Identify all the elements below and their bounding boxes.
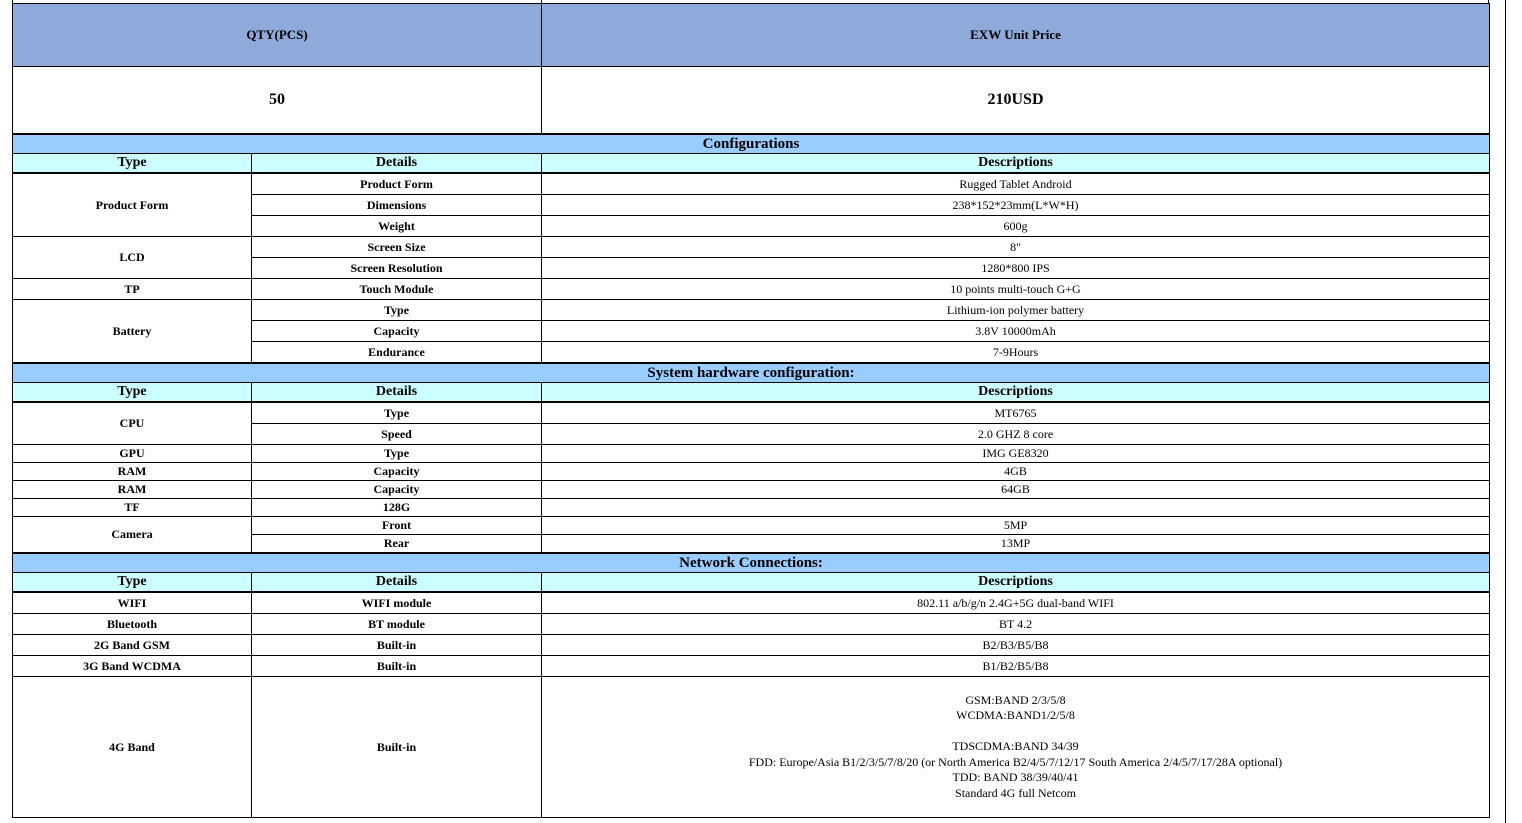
section-header	[13, 553, 1490, 573]
band-line: TDSCDMA:BAND 34/39	[952, 739, 1079, 754]
desc-cell: IMG GE8320	[542, 445, 1490, 463]
desc-cell: 4GB	[542, 463, 1490, 481]
desc-cell	[542, 499, 1490, 517]
detail-cell: Built-in	[252, 656, 542, 677]
col-type: Type	[13, 573, 252, 593]
type-cell: GPU	[13, 445, 252, 463]
type-cell: RAM	[13, 481, 252, 499]
table-row	[13, 517, 1490, 535]
band-line: Standard 4G full Netcom	[955, 785, 1076, 800]
section-title-hardware: System hardware configuration:	[13, 363, 1490, 383]
detail-cell: Rear	[252, 535, 542, 554]
desc-cell: MT6765	[542, 402, 1490, 424]
desc-cell: Rugged Tablet Android	[542, 173, 1490, 195]
detail-cell: Dimensions	[252, 195, 542, 216]
desc-cell: 64GB	[542, 481, 1490, 499]
band-line	[542, 724, 1489, 740]
type-cell: 3G Band WCDMA	[13, 656, 252, 677]
type-cell: Bluetooth	[13, 614, 252, 635]
price-label: EXW Unit Price	[542, 4, 1490, 67]
desc-cell: B1/B2/B5/B8	[542, 656, 1490, 677]
band-line: FDD: Europe/Asia B1/2/3/5/7/8/20 (or North America B2/4/5/7/12/17 South America 2/4/5/7/17/28A optional)	[748, 754, 1283, 769]
band-line: WCDMA:BAND1/2/5/8	[956, 708, 1075, 723]
type-cell: 2G Band GSM	[13, 635, 252, 656]
table-row	[13, 463, 1490, 481]
detail-cell: Built-in	[252, 677, 542, 818]
table-row	[13, 279, 1490, 300]
desc-cell: 2.0 GHZ 8 core	[542, 424, 1490, 445]
col-details: Details	[252, 383, 542, 403]
detail-cell: Product Form	[252, 173, 542, 195]
type-cell: 4G Band	[13, 677, 252, 818]
table-row	[13, 445, 1490, 463]
detail-cell: Front	[252, 517, 542, 535]
col-details: Details	[252, 154, 542, 174]
type-cell: LCD	[13, 237, 252, 279]
desc-cell: 7-9Hours	[542, 342, 1490, 364]
col-descriptions: Descriptions	[542, 154, 1490, 174]
detail-cell: BT module	[252, 614, 542, 635]
detail-cell: Capacity	[252, 463, 542, 481]
page-right-border	[1505, 0, 1506, 823]
detail-cell: Type	[252, 445, 542, 463]
desc-cell: 600g	[542, 216, 1490, 237]
desc-cell: 13MP	[542, 535, 1490, 554]
col-descriptions: Descriptions	[542, 573, 1490, 593]
column-header-row	[13, 383, 1490, 403]
spec-table	[12, 3, 1490, 818]
col-type: Type	[13, 383, 252, 403]
col-descriptions: Descriptions	[542, 383, 1490, 403]
table-row	[13, 300, 1490, 321]
detail-cell: Touch Module	[252, 279, 542, 300]
detail-cell: Capacity	[252, 481, 542, 499]
quote-header-row	[13, 4, 1490, 67]
section-header	[13, 134, 1490, 154]
table-row	[13, 614, 1490, 635]
desc-cell: 3.8V 10000mAh	[542, 321, 1490, 342]
detail-cell: Screen Size	[252, 237, 542, 258]
detail-cell: Built-in	[252, 635, 542, 656]
table-row	[13, 481, 1490, 499]
qty-value: 50	[13, 67, 542, 135]
table-row	[13, 592, 1490, 614]
desc-cell: BT 4.2	[542, 614, 1490, 635]
col-type: Type	[13, 154, 252, 174]
section-header	[13, 363, 1490, 383]
column-header-row	[13, 573, 1490, 593]
detail-cell: Capacity	[252, 321, 542, 342]
detail-cell: Speed	[252, 424, 542, 445]
table-row	[13, 173, 1490, 195]
qty-label: QTY(PCS)	[13, 4, 542, 67]
column-header-row	[13, 154, 1490, 174]
spec-sheet	[12, 3, 1489, 818]
desc-cell: Lithium-ion polymer battery	[542, 300, 1490, 321]
desc-cell: 802.11 a/b/g/n 2.4G+5G dual-band WIFI	[542, 592, 1490, 614]
detail-cell: 128G	[252, 499, 542, 517]
top-border	[12, 0, 1489, 2]
detail-cell: Type	[252, 402, 542, 424]
type-cell: TF	[13, 499, 252, 517]
desc-cell: 10 points multi-touch G+G	[542, 279, 1490, 300]
table-row	[13, 656, 1490, 677]
section-title-configurations: Configurations	[13, 134, 1490, 154]
price-value: 210USD	[542, 67, 1490, 135]
desc-cell-4g-bands	[542, 677, 1490, 818]
table-row	[13, 499, 1490, 517]
quote-value-row	[13, 67, 1490, 135]
detail-cell: Endurance	[252, 342, 542, 364]
detail-cell: Type	[252, 300, 542, 321]
table-row	[13, 237, 1490, 258]
type-cell: Camera	[13, 517, 252, 554]
type-cell: TP	[13, 279, 252, 300]
type-cell: Battery	[13, 300, 252, 364]
col-details: Details	[252, 573, 542, 593]
type-cell: RAM	[13, 463, 252, 481]
type-cell: CPU	[13, 402, 252, 445]
section-title-network: Network Connections:	[13, 553, 1490, 573]
detail-cell: Weight	[252, 216, 542, 237]
band-line: GSM:BAND 2/3/5/8	[965, 692, 1066, 707]
detail-cell: WIFI module	[252, 592, 542, 614]
desc-cell: B2/B3/B5/B8	[542, 635, 1490, 656]
desc-cell: 5MP	[542, 517, 1490, 535]
desc-cell: 238*152*23mm(L*W*H)	[542, 195, 1490, 216]
table-row	[13, 402, 1490, 424]
table-row	[13, 677, 1490, 818]
table-row	[13, 635, 1490, 656]
desc-cell: 8"	[542, 237, 1490, 258]
detail-cell: Screen Resolution	[252, 258, 542, 279]
band-line: TDD: BAND 38/39/40/41	[952, 770, 1079, 785]
type-cell: Product Form	[13, 173, 252, 237]
desc-cell: 1280*800 IPS	[542, 258, 1490, 279]
type-cell: WIFI	[13, 592, 252, 614]
